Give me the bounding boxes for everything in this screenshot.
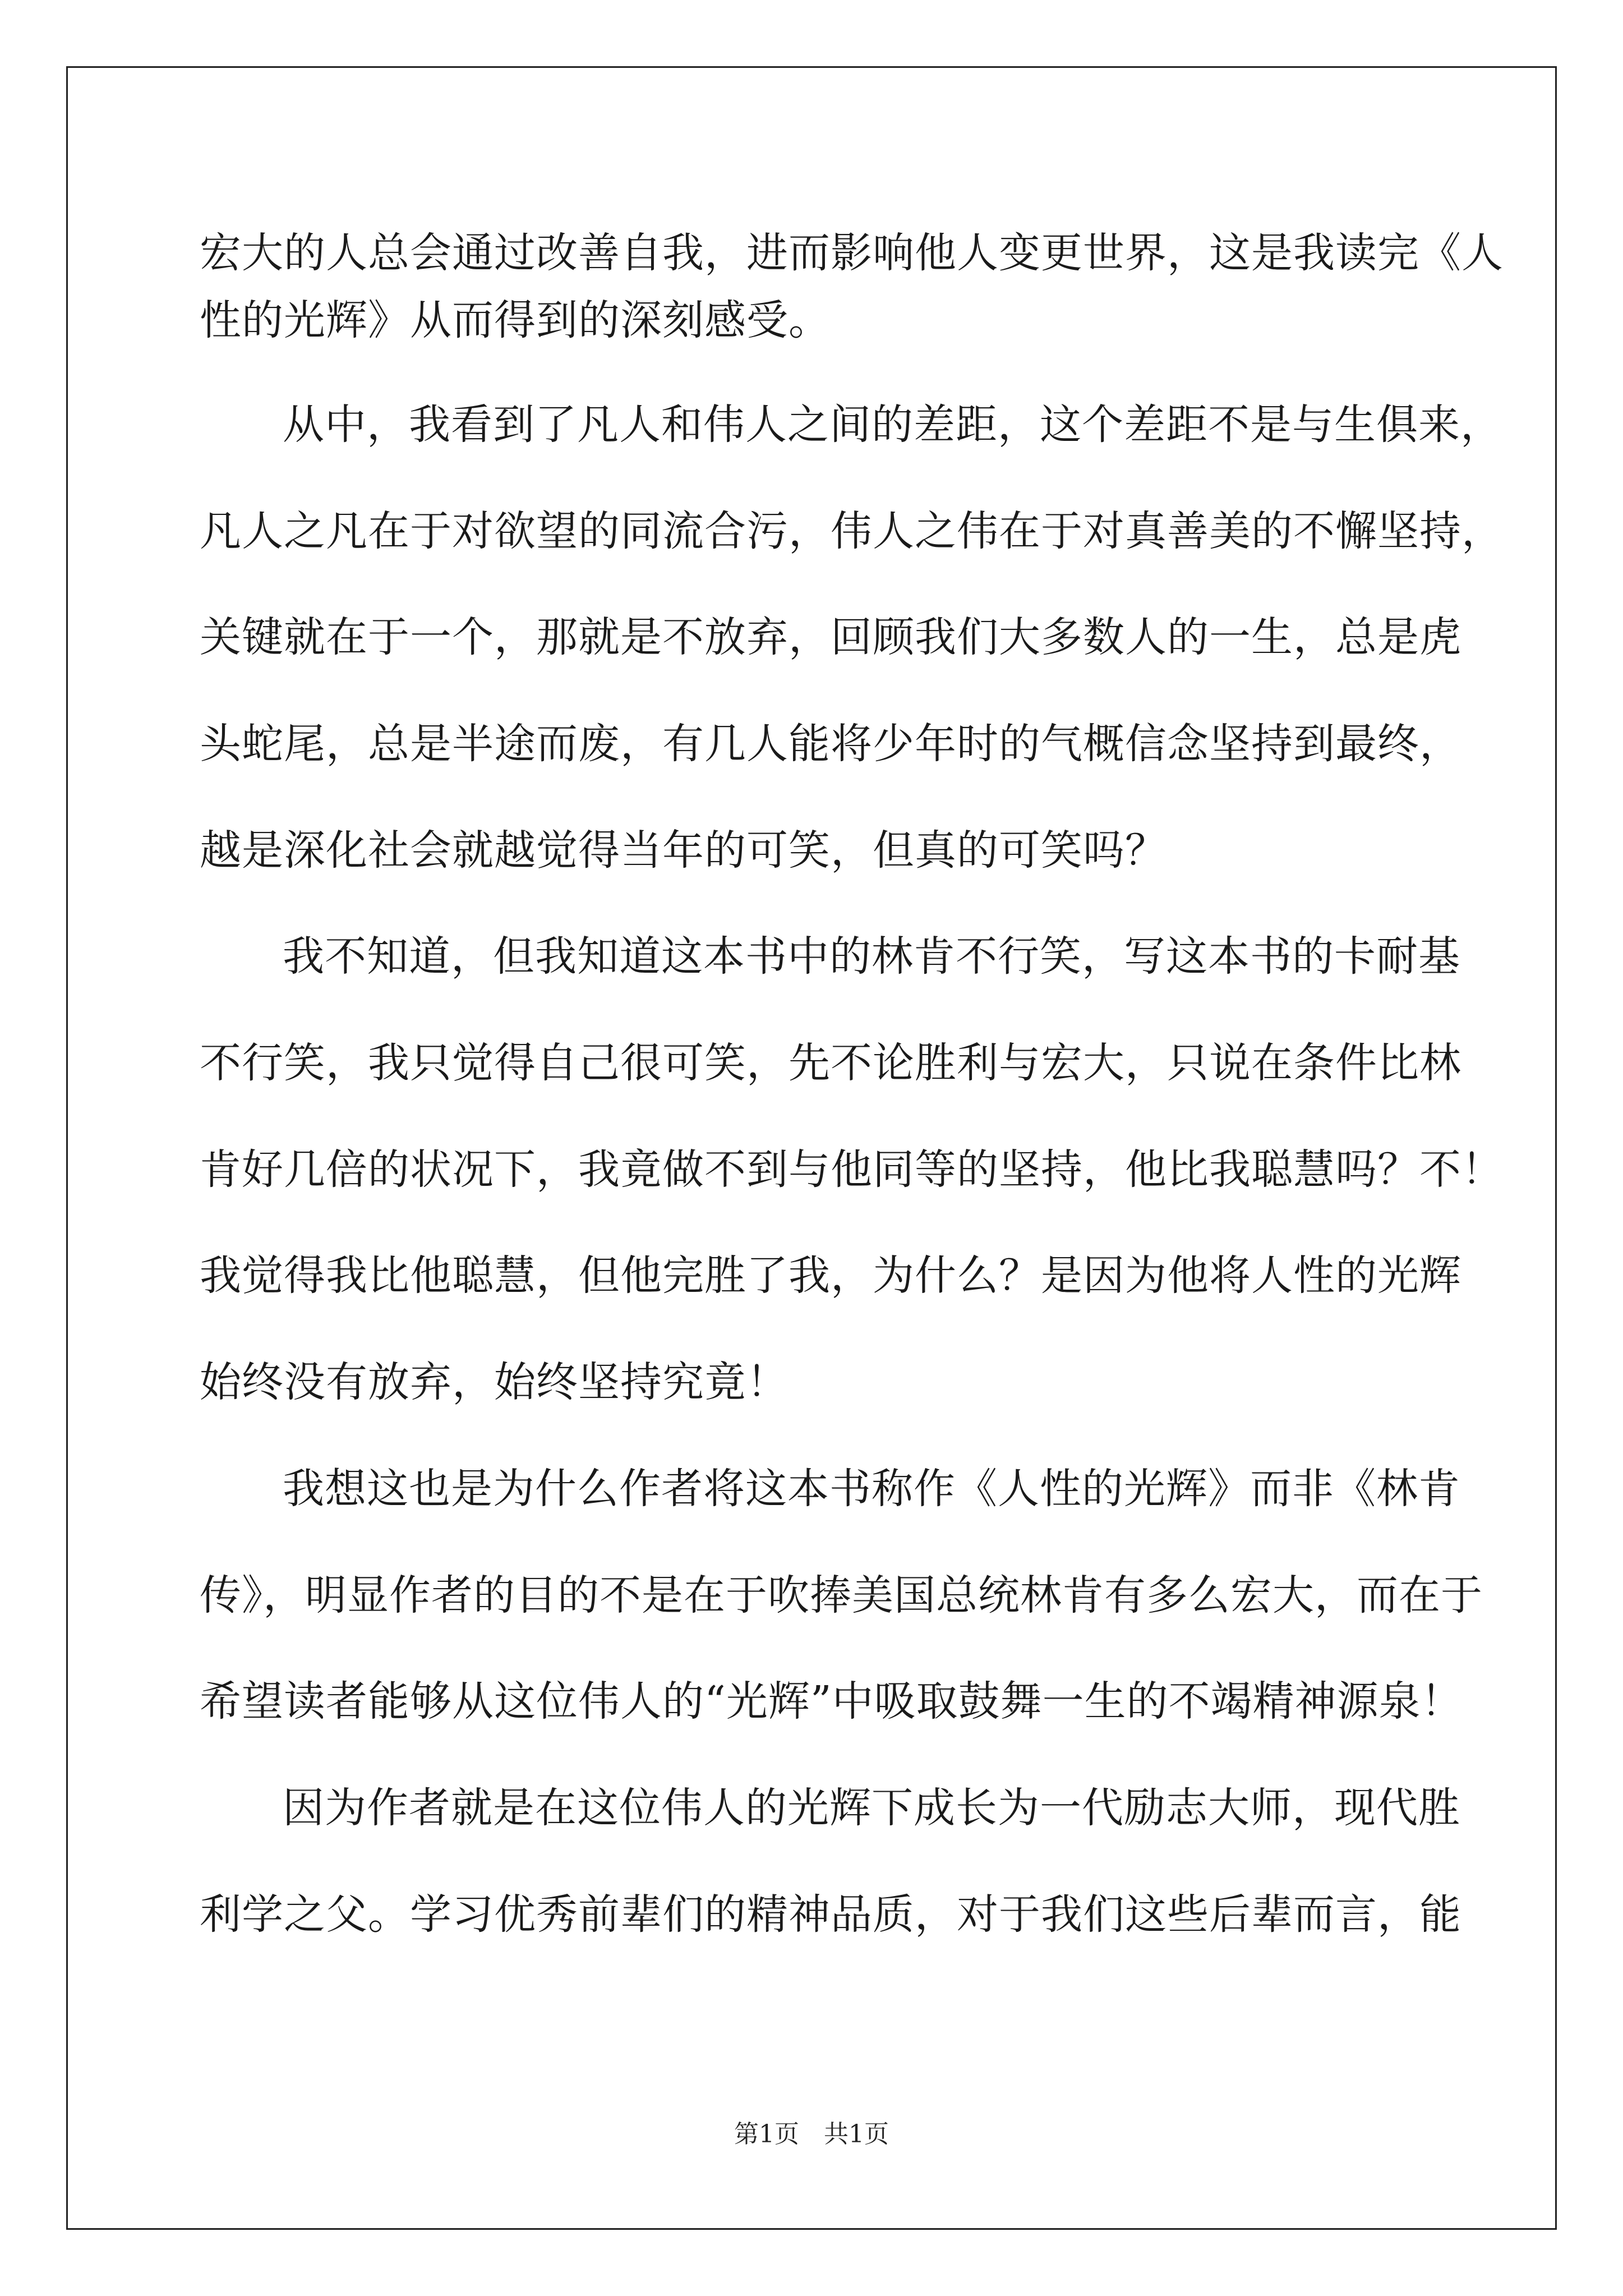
text-line: 肯好几倍的状况下，我竟做不到与他同等的坚持，他比我聪慧吗？不！	[200, 1145, 1504, 1194]
text-line: 传》，明显作者的目的不是在于吹捧美国总统林肯有多么宏大，而在于	[200, 1571, 1483, 1619]
text-line: 希望读者能够从这位伟人的“光辉”中吸取鼓舞一生的不竭精神源泉！	[200, 1677, 1463, 1726]
text-line: 关键就在于一个，那就是不放弃，回顾我们大多数人的一生，总是虎	[200, 613, 1461, 661]
text-line: 凡人之凡在于对欲望的同流合污，伟人之伟在于对真善美的不懈坚持，	[200, 507, 1504, 555]
text-line: 性的光辉》从而得到的深刻感受。	[200, 296, 831, 344]
paragraph-first-line: 我不知道，但我知道这本书中的林肯不行笑，写这本书的卡耐基	[283, 932, 1460, 981]
text-line: 头蛇尾，总是半途而废，有几人能将少年时的气概信念坚持到最终，	[200, 720, 1461, 768]
paragraph-first-line: 从中，我看到了凡人和伟人之间的差距，这个差距不是与生俱来，	[283, 401, 1502, 449]
paragraph-first-line: 我想这也是为什么作者将这本书称作《人性的光辉》而非《林肯	[283, 1465, 1460, 1513]
text-line: 不行笑，我只觉得自己很可笑，先不论胜利与宏大，只说在条件比林	[200, 1039, 1461, 1087]
text-line: 越是深化社会就越觉得当年的可笑，但真的可笑吗？	[200, 826, 1167, 875]
paragraph-first-line: 因为作者就是在这位伟人的光辉下成长为一代励志大师，现代胜	[283, 1784, 1460, 1832]
text-line: 我觉得我比他聪慧，但他完胜了我，为什么？是因为他将人性的光辉	[200, 1251, 1461, 1300]
text-line: 始终没有放弃，始终坚持究竟！	[200, 1358, 789, 1406]
text-line: 宏大的人总会通过改善自我，进而影响他人变更世界，这是我读完《人	[200, 229, 1504, 277]
page-number-footer: 第1页 共1页	[734, 2120, 889, 2148]
text-line: 利学之父。学习优秀前辈们的精神品质，对于我们这些后辈而言，能	[200, 1890, 1461, 1939]
